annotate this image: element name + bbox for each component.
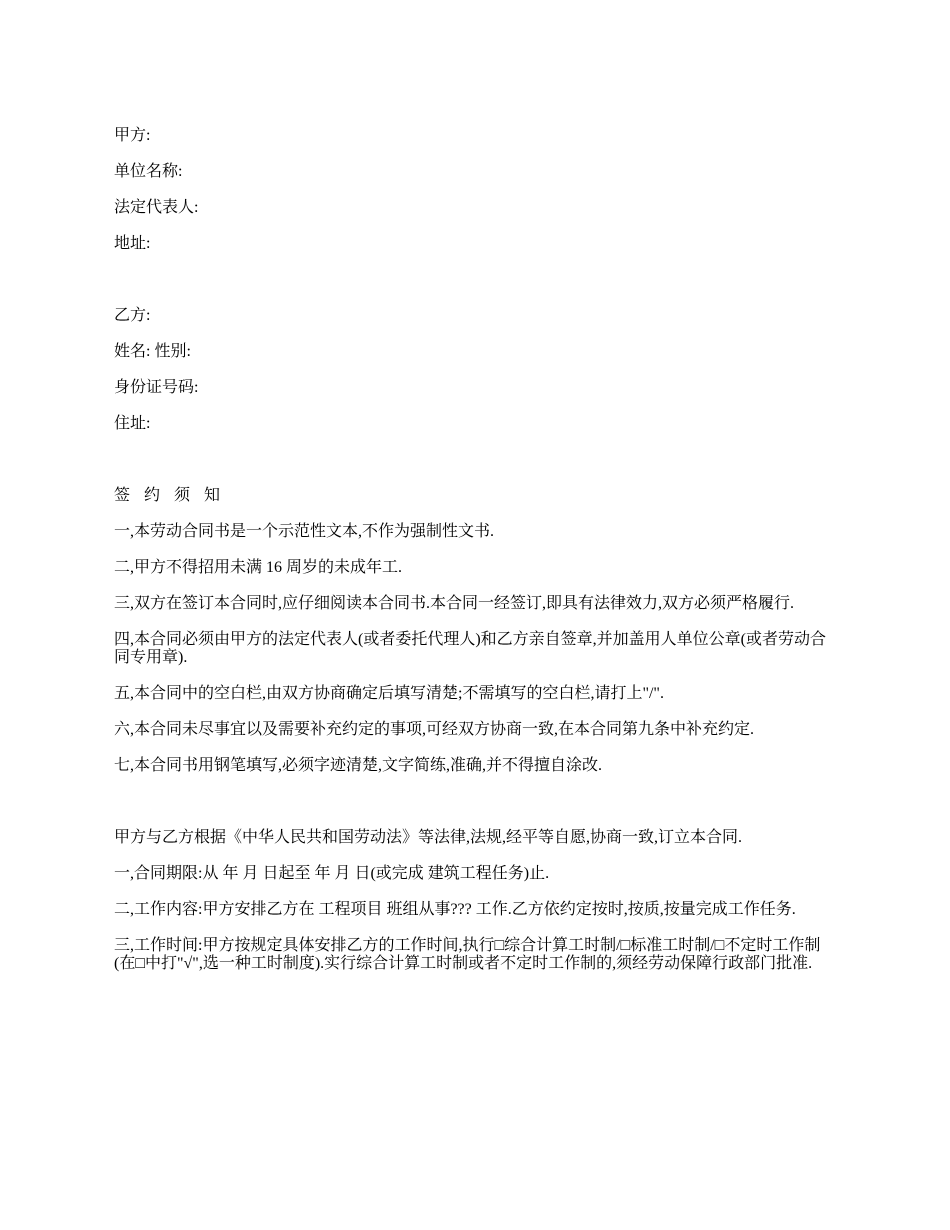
notice-item: 四,本合同必须由甲方的法定代表人(或者委托代理人)和乙方亲自签章,并加盖用人单位公章(或者劳动合同专用章). <box>114 631 826 666</box>
party-a-label: 甲方: <box>114 127 151 144</box>
notice-item: 一,本劳动合同书是一个示范性文本,不作为强制性文书. <box>114 523 495 540</box>
signing-notice-title: 签 约 须 知 <box>114 487 226 504</box>
contract-clause: 一,合同期限:从 年 月 日起至 年 月 日(或完成 建筑工程任务)止. <box>114 865 550 882</box>
party-b-residence-field: 住址: <box>114 415 151 432</box>
id-number-field: 身份证号码: <box>114 379 199 396</box>
contract-clause: 三,工作时间:甲方按规定具体安排乙方的工作时间,执行□综合计算工时制/□标准工时制/□不定时工作制(在□中打"√",选一种工时制度).实行综合计算工时制或者不定时工作制的,须经劳动保障行政部门批准. <box>114 937 821 972</box>
section-gap <box>114 793 836 829</box>
party-b-label: 乙方: <box>114 307 151 324</box>
signing-notice-section <box>114 487 836 775</box>
notice-item: 三,双方在签订本合同时,应仔细阅读本合同书.本合同一经签订,即具有法律效力,双方必须严格履行. <box>114 595 795 612</box>
notice-item: 五,本合同中的空白栏,由双方协商确定后填写清楚;不需填写的空白栏,请打上"/". <box>114 685 664 702</box>
section-gap <box>114 451 836 487</box>
unit-name-field: 单位名称: <box>114 163 183 180</box>
contract-intro: 甲方与乙方根据《中华人民共和国劳动法》等法律,法规,经平等自愿,协商一致,订立本合同. <box>114 829 743 846</box>
contract-clause: 二,工作内容:甲方安排乙方在 工程项目 班组从事??? 工作.乙方依约定按时,按质,按量完成工作任务. <box>114 901 796 918</box>
party-a-section <box>114 127 836 253</box>
party-b-section <box>114 307 836 433</box>
document-body <box>114 127 836 991</box>
section-gap <box>114 271 836 307</box>
legal-representative-field: 法定代表人: <box>114 199 199 216</box>
name-gender-field: 姓名: 性别: <box>114 343 191 360</box>
party-a-address-field: 地址: <box>114 235 151 252</box>
notice-item: 六,本合同未尽事宜以及需要补充约定的事项,可经双方协商一致,在本合同第九条中补充约定. <box>114 721 755 738</box>
notice-item: 二,甲方不得招用未满 16 周岁的未成年工. <box>114 559 403 576</box>
contract-terms-section <box>114 829 836 973</box>
notice-item: 七,本合同书用钢笔填写,必须字迹清楚,文字简练,准确,并不得擅自涂改. <box>114 757 603 774</box>
